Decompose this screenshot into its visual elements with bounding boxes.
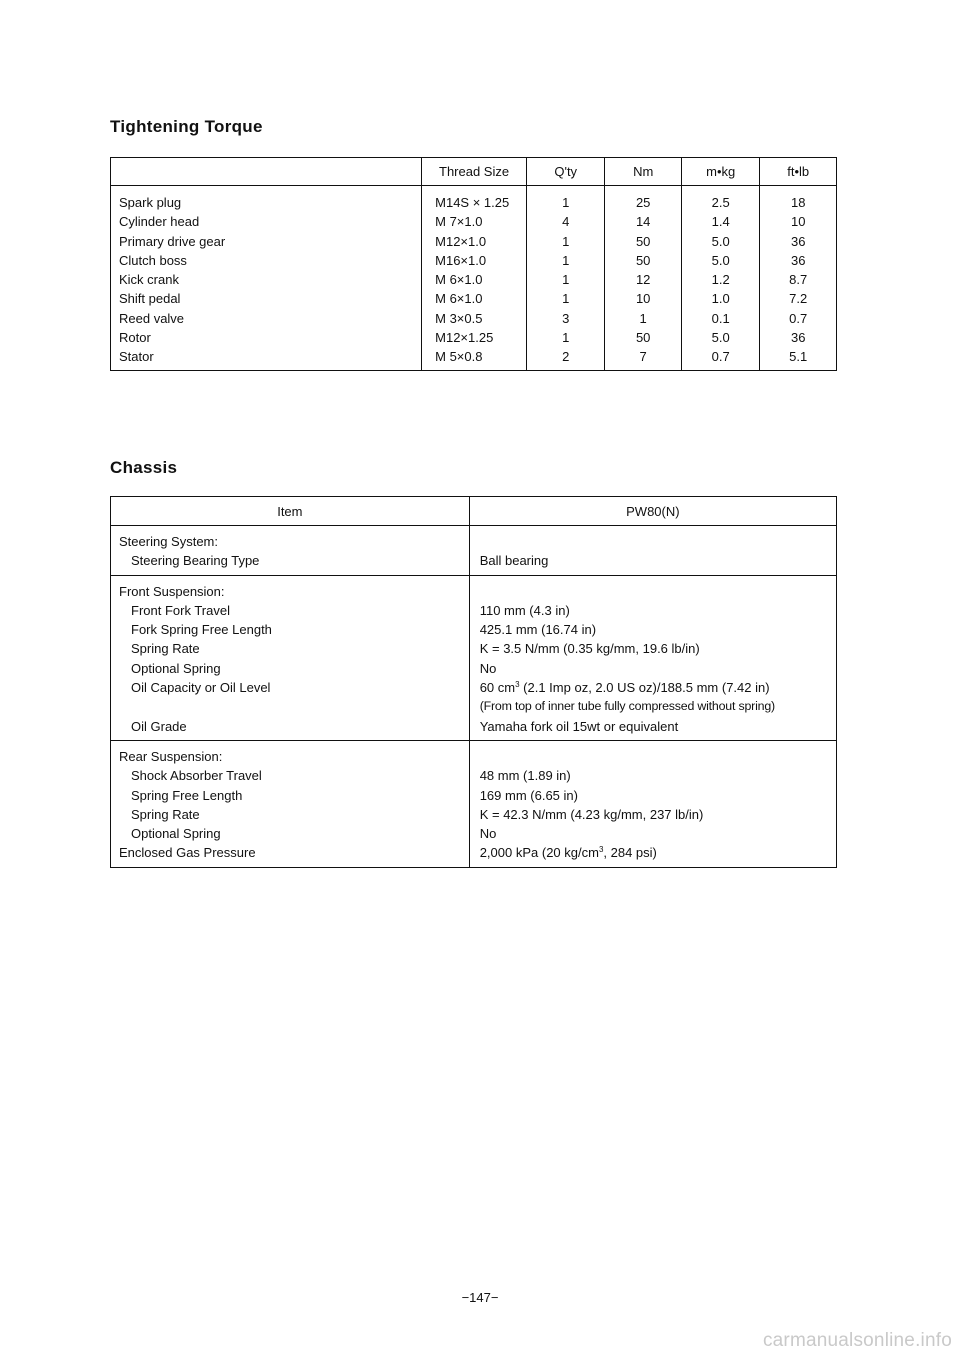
front-suspension-labels — [111, 575, 470, 740]
mkg-cell: 2.5 — [711, 195, 730, 210]
torque-section-title: Tightening Torque — [110, 117, 263, 136]
qty-cell: 2 — [562, 349, 570, 365]
item-reed-valve: Reed valve — [119, 310, 185, 326]
steering-values — [469, 526, 836, 576]
fork-spring-free-length-label: Fork Spring Free Length — [131, 622, 272, 638]
item-column — [111, 186, 422, 371]
thread-size-cell: M12×1.0 — [435, 233, 487, 249]
page-number: −147− — [461, 1290, 499, 1305]
rear-spring-free-length-label: Spring Free Length — [131, 787, 243, 803]
nm-cell: 12 — [635, 272, 651, 288]
thread-size-cell: M16×1.0 — [435, 252, 487, 268]
header-item — [111, 158, 422, 186]
tightening-torque-table — [110, 157, 837, 371]
ftlb-cell: 8.7 — [789, 272, 808, 288]
ftlb-cell: 10 — [790, 214, 806, 230]
enclosed-gas-pressure-value: 2,000 kPa (20 $kg/cm^3$, 284 psi) — [479, 845, 657, 861]
rear-spring-rate-value: K = 42.3 N/mm (4.23 kg/mm, 237 lb/in) — [479, 806, 704, 822]
qty-cell: 3 — [562, 310, 570, 326]
header-nm: Nm — [605, 158, 681, 186]
front-suspension-values — [469, 575, 836, 740]
thread-size-cell: M 6×1.0 — [435, 291, 483, 307]
ftlb-cell: 7.2 — [789, 291, 808, 307]
chassis-header-row — [111, 497, 837, 526]
qty-cell: 1 — [562, 330, 570, 346]
front-spring-rate-value: K = 3.5 N/mm (0.35 kg/mm, 19.6 lb/in) — [479, 641, 700, 657]
thread-size-column — [422, 186, 527, 371]
mkg-cell: 1.2 — [711, 272, 730, 288]
qty-cell: 1 — [562, 252, 570, 268]
nm-cell: 14 — [635, 214, 651, 230]
ftlb-cell: 18 — [790, 195, 806, 210]
item-shift-pedal: Shift pedal — [119, 291, 181, 307]
rear-suspension-labels — [111, 740, 470, 867]
fork-spring-free-length-value: 425.1 mm (16.74 in) — [479, 622, 597, 638]
front-suspension-row — [111, 575, 837, 740]
front-optional-spring-label: Optional Spring — [131, 660, 221, 676]
mkg-cell: 0.1 — [711, 310, 730, 326]
front-suspension-group-label: Front Suspension: — [119, 583, 225, 599]
shock-absorber-travel-value: 48 mm (1.89 in) — [479, 768, 571, 784]
ftlb-cell: 5.1 — [789, 349, 808, 365]
mkg-cell: 5.0 — [711, 330, 730, 346]
torque-body-row — [111, 186, 837, 371]
oil-grade-label: Oil Grade — [131, 718, 187, 734]
header-thread-size: Thread Size — [422, 158, 527, 186]
oil-capacity-value: 60 $cm^3$ (2.1 Imp oz, 2.0 US oz)/188.5 mm (7.42 in) — [479, 680, 770, 696]
nm-cell: 10 — [635, 291, 651, 307]
header-ftlb: ft•lb — [760, 158, 837, 186]
qty-cell: 1 — [562, 195, 570, 210]
rear-optional-spring-label: Optional Spring — [131, 826, 221, 842]
qty-cell: 1 — [562, 272, 570, 288]
steering-group-label: Steering System: — [119, 534, 218, 549]
rear-spring-rate-label: Spring Rate — [131, 806, 200, 822]
item-clutch-boss: Clutch boss — [119, 252, 187, 268]
mkg-cell: 1.0 — [711, 291, 730, 307]
ftlb-column — [760, 186, 837, 371]
rear-spring-free-length-value: 169 mm (6.65 in) — [479, 787, 578, 803]
rear-suspension-values — [469, 740, 836, 867]
watermark: carmanualsonline.info — [762, 1330, 952, 1351]
mkg-column — [681, 186, 760, 371]
thread-size-cell: M 5×0.8 — [435, 349, 483, 365]
steering-bearing-type-label: Steering Bearing Type — [131, 553, 260, 569]
qty-cell: 1 — [562, 233, 570, 249]
item-spark-plug: Spark plug — [119, 195, 182, 210]
header-model: PW80(N) — [469, 497, 836, 526]
qty-column — [526, 186, 604, 371]
thread-size-cell: M12×1.25 — [435, 330, 494, 346]
rear-suspension-group-label: Rear Suspension: — [119, 748, 223, 764]
thread-size-cell: M 7×1.0 — [435, 214, 483, 230]
mkg-cell: 5.0 — [711, 252, 730, 268]
steering-bearing-type-value: Ball bearing — [479, 553, 549, 569]
nm-cell: 50 — [635, 330, 651, 346]
torque-header-row — [111, 158, 837, 186]
thread-size-cell: M14S × 1.25 — [435, 195, 510, 210]
oil-level-note: (From top of inner tube fully compressed without spring) — [479, 699, 775, 714]
mkg-cell: 1.4 — [711, 214, 730, 230]
qty-cell: 4 — [562, 214, 570, 230]
front-fork-travel-label: Front Fork Travel — [131, 602, 230, 618]
item-cylinder-head: Cylinder head — [119, 214, 200, 230]
nm-cell: 50 — [635, 252, 651, 268]
oil-capacity-label: Oil Capacity or Oil Level — [131, 680, 271, 696]
front-optional-spring-value: No — [479, 660, 497, 676]
item-primary-drive-gear: Primary drive gear — [119, 233, 226, 249]
nm-cell: 1 — [639, 310, 647, 326]
ftlb-cell: 36 — [790, 233, 806, 249]
chassis-spec-table — [110, 496, 837, 868]
nm-cell: 7 — [639, 349, 647, 365]
nm-cell: 25 — [635, 195, 651, 210]
steering-labels — [111, 526, 470, 576]
ftlb-cell: 36 — [790, 330, 806, 346]
header-mkg: m•kg — [681, 158, 760, 186]
rear-suspension-row — [111, 740, 837, 867]
header-qty: Q'ty — [526, 158, 604, 186]
ftlb-cell: 36 — [790, 252, 806, 268]
oil-grade-value: Yamaha fork oil 15wt or equivalent — [479, 718, 679, 734]
mkg-cell: 0.7 — [711, 349, 730, 365]
enclosed-gas-pressure-label: Enclosed Gas Pressure — [119, 845, 256, 861]
chassis-section-title: Chassis — [110, 458, 178, 477]
shock-absorber-travel-label: Shock Absorber Travel — [131, 768, 262, 784]
front-fork-travel-value: 110 mm (4.3 in) — [479, 602, 570, 618]
qty-cell: 1 — [562, 291, 570, 307]
item-kick-crank: Kick crank — [119, 272, 179, 288]
ftlb-cell: 0.7 — [789, 310, 808, 326]
nm-cell: 50 — [635, 233, 651, 249]
steering-system-row — [111, 526, 837, 576]
thread-size-cell: M 3×0.5 — [435, 310, 483, 326]
front-spring-rate-label: Spring Rate — [131, 641, 200, 657]
header-item: Item — [111, 497, 470, 526]
mkg-cell: 5.0 — [711, 233, 730, 249]
nm-column — [605, 186, 681, 371]
rear-optional-spring-value: No — [479, 826, 497, 842]
item-rotor: Rotor — [119, 330, 151, 346]
item-stator: Stator — [119, 349, 154, 365]
thread-size-cell: M 6×1.0 — [435, 272, 483, 288]
